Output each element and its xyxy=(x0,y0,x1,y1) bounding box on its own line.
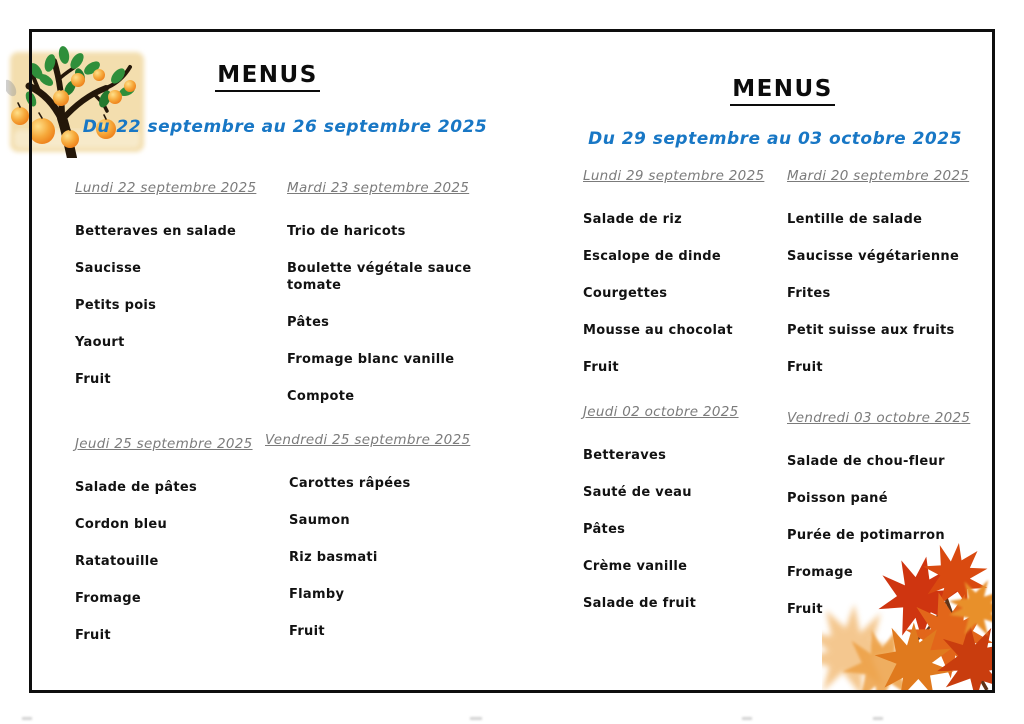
menu-item: Boulette végétale sauce tomate xyxy=(287,261,472,293)
day-header: Vendredi 03 octobre 2025 xyxy=(787,410,971,426)
day-menu-mardi-23-septembre xyxy=(287,180,493,425)
menu-item: Saucisse xyxy=(75,261,142,276)
menu-title-text: MENUS xyxy=(730,76,835,106)
apple-tree-illustration xyxy=(6,46,148,158)
page-break-artifact xyxy=(873,717,883,720)
menu-item: Betteraves xyxy=(583,448,667,463)
menu-item: Sauté de veau xyxy=(583,485,692,500)
menu-item: Fruit xyxy=(787,602,823,617)
menu-item: Lentille de salade xyxy=(787,212,923,227)
menu-item: Salade de chou-fleur xyxy=(787,454,945,469)
day-header: Jeudi 25 septembre 2025 xyxy=(75,436,253,452)
menu-title-week2 xyxy=(695,76,870,106)
menu-item: Fruit xyxy=(75,628,111,643)
menu-item: Saucisse végétarienne xyxy=(787,249,960,264)
menu-item: Petit suisse aux fruits xyxy=(787,323,955,338)
menu-title-text: MENUS xyxy=(215,62,320,92)
date-range-week2: Du 29 septembre au 03 octobre 2025 xyxy=(588,129,962,149)
day-menu-jeudi-02-octobre xyxy=(583,404,789,632)
menu-item: Trio de haricots xyxy=(287,224,406,239)
day-menu-vendredi-25-septembre xyxy=(265,432,495,660)
menu-item: Flamby xyxy=(289,587,345,602)
day-menu-jeudi-25-septembre xyxy=(75,436,281,664)
menu-item: Ratatouille xyxy=(75,554,159,569)
menu-item: Yaourt xyxy=(75,335,125,350)
day-menu-vendredi-03-octobre xyxy=(787,410,993,638)
menu-item: Mousse au chocolat xyxy=(583,323,733,338)
date-range-week1: Du 22 septembre au 26 septembre 2025 xyxy=(82,117,488,137)
menu-item: Saumon xyxy=(289,513,350,528)
day-header: Lundi 29 septembre 2025 xyxy=(583,168,765,184)
page-break-artifact xyxy=(742,717,752,720)
day-menu-mardi-20-septembre xyxy=(787,168,993,396)
menu-item: Cordon bleu xyxy=(75,517,168,532)
page-break-artifact xyxy=(470,717,482,720)
menu-item: Courgettes xyxy=(583,286,668,301)
menu-item: Fromage xyxy=(787,565,853,580)
menu-item: Fromage xyxy=(75,591,141,606)
day-menu-lundi-22-septembre xyxy=(75,180,281,408)
menu-item: Salade de fruit xyxy=(583,596,697,611)
menu-item: Salade de pâtes xyxy=(75,480,198,495)
menu-item: Purée de potimarron xyxy=(787,528,945,543)
day-menu-lundi-29-septembre xyxy=(583,168,789,396)
menu-title-week1 xyxy=(180,62,355,92)
menu-item: Compote xyxy=(287,389,355,404)
menu-item: Escalope de dinde xyxy=(583,249,722,264)
menu-item: Poisson pané xyxy=(787,491,888,506)
menu-item: Fromage blanc vanille xyxy=(287,352,455,367)
menu-item: Fruit xyxy=(75,372,111,387)
day-header: Mardi 20 septembre 2025 xyxy=(787,168,970,184)
menu-item: Fruit xyxy=(583,360,619,375)
menu-item: Salade de riz xyxy=(583,212,682,227)
menu-item: Carottes râpées xyxy=(289,476,411,491)
menu-item: Fruit xyxy=(787,360,823,375)
menu-item: Fruit xyxy=(289,624,325,639)
menu-item: Frites xyxy=(787,286,831,301)
page-break-artifact xyxy=(22,717,32,720)
day-header: Vendredi 25 septembre 2025 xyxy=(265,432,471,448)
menu-item: Riz basmati xyxy=(289,550,378,565)
menu-item: Pâtes xyxy=(583,522,626,537)
day-header: Jeudi 02 octobre 2025 xyxy=(583,404,739,420)
day-header: Mardi 23 septembre 2025 xyxy=(287,180,470,196)
day-header: Lundi 22 septembre 2025 xyxy=(75,180,257,196)
menu-item: Betteraves en salade xyxy=(75,224,237,239)
menu-item: Crème vanille xyxy=(583,559,688,574)
menu-item: Petits pois xyxy=(75,298,157,313)
menu-item: Pâtes xyxy=(287,315,330,330)
